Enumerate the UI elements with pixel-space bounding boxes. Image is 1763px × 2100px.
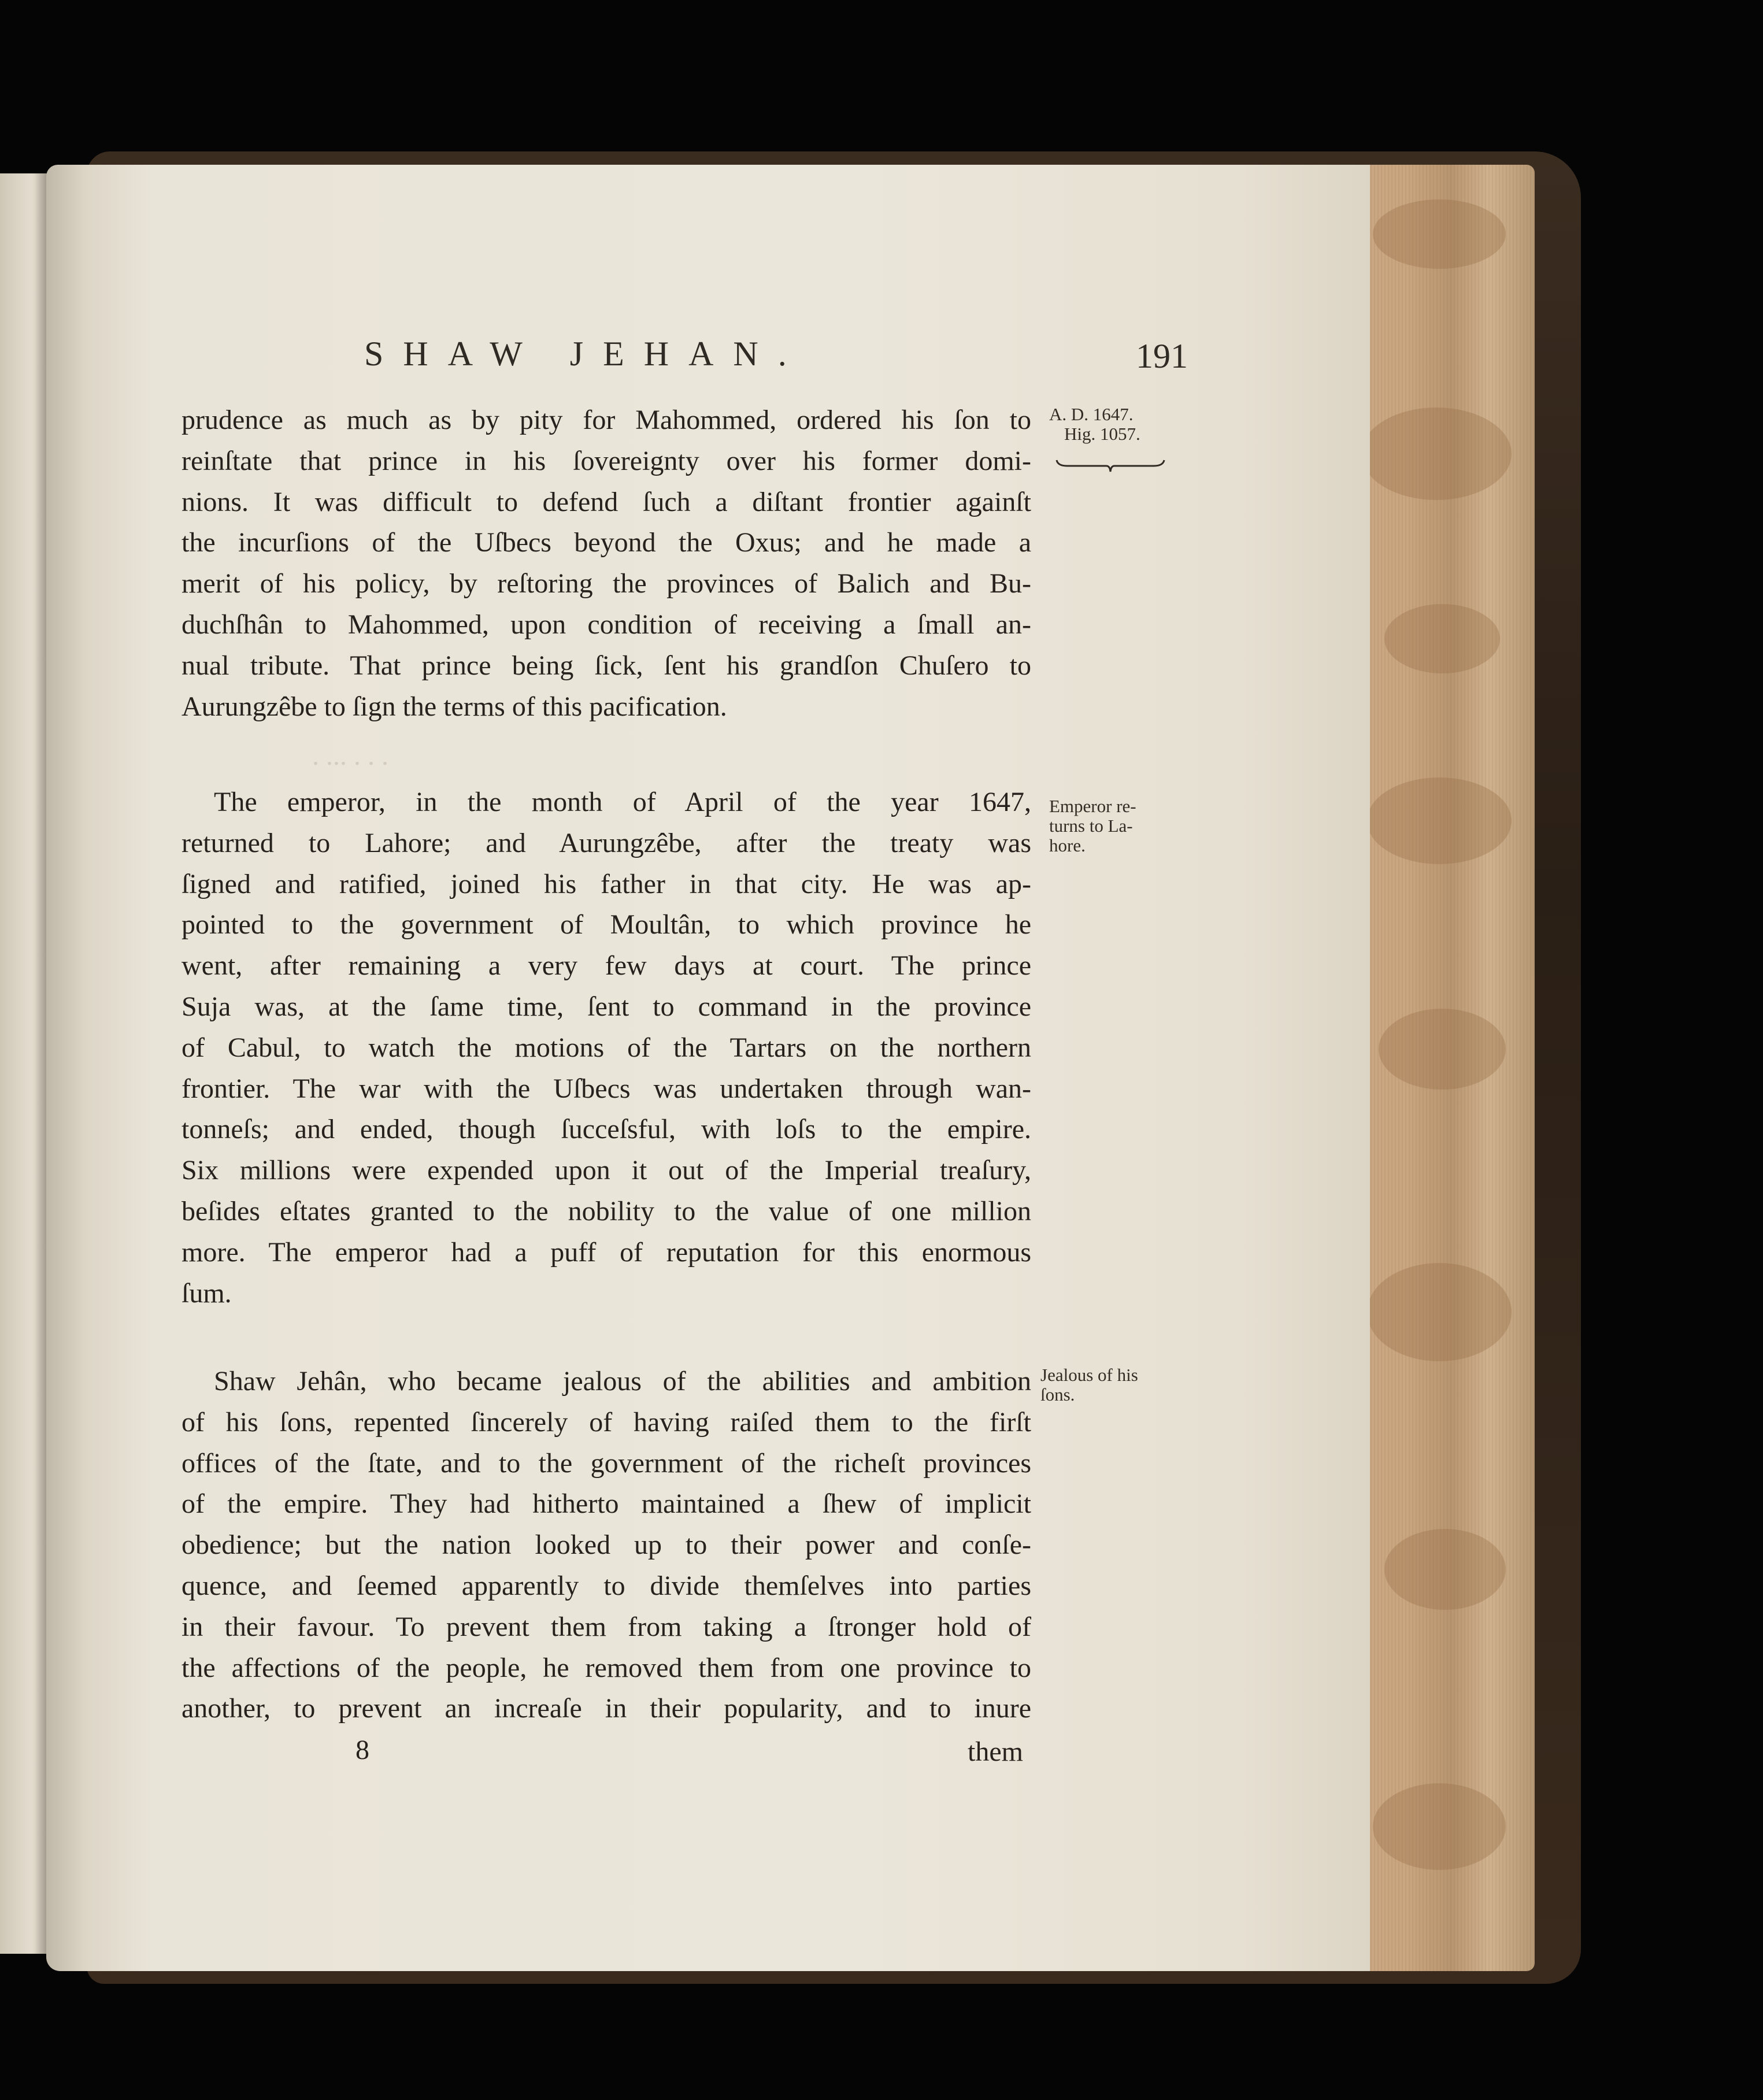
signature-mark: 8 [355,1735,369,1765]
brace-ornament [1055,457,1165,474]
text-line: went, after remaining a very few days at court. The prince [182,950,1031,982]
text-line: another, to prevent an increaſe in their popularity, and to inure [182,1693,1031,1724]
catchword: them [968,1736,1023,1767]
text-line: reinſtate that prince in his ſovereignty over his former domi- [182,445,1031,476]
margin-date-line-1: A. D. 1647. [1049,405,1134,424]
text-line: in their favour. To prevent them from taking a ſtronger hold of [182,1611,1031,1642]
text-line: beſides eſtates granted to the nobility to the value of one million [182,1195,1031,1227]
paragraph-2 [182,782,1031,1314]
margin-emperor-line-1: Emperor re- [1049,797,1136,816]
text-line: nual tribute. That prince being ſick, ſent his grandſon Chuſero to [182,650,1031,681]
text-line: merit of his policy, by reſtoring the provinces of Balich and Bu- [182,568,1031,599]
margin-date-line-2: Hig. 1057. [1064,424,1140,444]
text-line: ſigned and ratified, joined his father in that city. He was ap- [182,868,1031,899]
text-line: quence, and ſeemed apparently to divide themſelves into parties [182,1570,1031,1601]
text-line: obedience; but the nation looked up to their power and conſe- [182,1529,1031,1561]
text-line: more. The emperor had a puff of reputation for this enormous [182,1236,1031,1268]
text-line: of his ſons, repented ſincerely of having raiſed them to the firſt [182,1406,1031,1438]
text-line: frontier. The war with the Uſbecs was undertaken through wan- [182,1073,1031,1104]
text-line: Shaw Jehân, who became jealous of the abilities and ambition [214,1366,1031,1397]
text-line: ſum. [182,1277,232,1309]
text-line: duchſhân to Mahommed, upon condition of receiving a ſmall an- [182,609,1031,640]
text-line: Aurungzêbe to ſign the terms of this pacification. [182,691,727,722]
margin-emperor-line-3: hore. [1049,836,1086,855]
text-line: the incurſions of the Uſbecs beyond the Oxus; and he made a [182,527,1031,558]
text-line: of the empire. They had hitherto maintained a ſhew of implicit [182,1488,1031,1520]
margin-note-emperor-returns [1049,797,1176,855]
text-line: Suja was, at the ſame time, ſent to command in the province [182,991,1031,1022]
text-line: tonneſs; and ended, though ſucceſsful, with loſs to the empire. [182,1114,1031,1145]
text-line: pointed to the government of Moultân, to which province he [182,909,1031,940]
paragraph-1 [182,400,1031,727]
text-line: the affections of the people, he removed them from one province to [182,1652,1031,1683]
margin-emperor-line-2: turns to La- [1049,816,1133,836]
text-line: prudence as much as by pity for Mahommed, ordered his ſon to [182,405,1031,435]
margin-note-date [1049,405,1176,444]
paragraph-3 [182,1361,1031,1729]
text-line: nions. It was difficult to defend ſuch a diſtant frontier againſt [182,486,1031,517]
running-head: SHAW JEHAN. [364,335,806,373]
text-line: Six millions were expended upon it out of the Imperial treaſury, [182,1155,1031,1186]
text-line: offices of the ſtate, and to the government of the richeſt provinces [182,1447,1031,1479]
text-line: returned to Lahore; and Aurungzêbe, after the treaty was [182,827,1031,858]
bleed-through-text: . ... . . . [312,740,388,771]
margin-jealous-line-2: ſons. [1040,1385,1075,1405]
text-line: of Cabul, to watch the motions of the Tartars on the northern [182,1032,1031,1063]
margin-note-jealous [1040,1365,1173,1405]
margin-jealous-line-1: Jealous of his [1040,1365,1138,1385]
page-number: 191 [1136,337,1188,375]
text-line: The emperor, in the month of April of the year 1647, [214,787,1031,817]
